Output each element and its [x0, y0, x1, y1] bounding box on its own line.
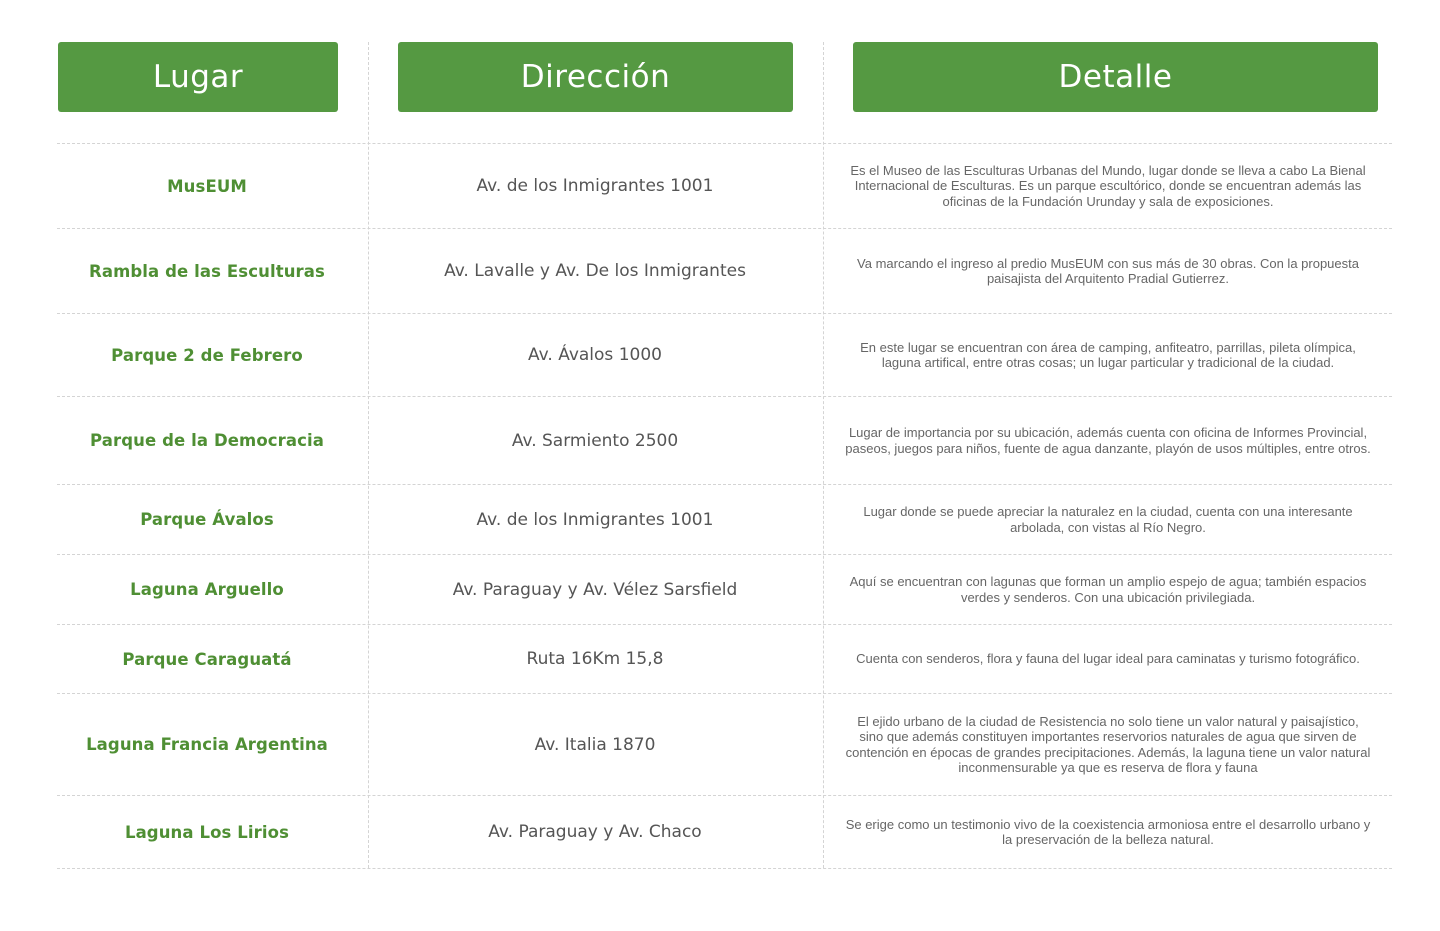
- cell-detalle: Lugar donde se puede apreciar la naturalez en la ciudad, cuenta con una interesante arbolada, con vistas al Río Negro.: [863, 504, 1353, 535]
- cell-detalle: Aquí se encuentran con lagunas que forman un amplio espejo de agua; también espacios verdes y senderos. Con una ubicación privilegiada.: [849, 574, 1367, 605]
- cell-detalle: El ejido urbano de la ciudad de Resistencia no solo tiene un valor natural y paisajístico, sino que además constituyen importantes reservorios naturales de agua que sirven de contención en épocas de grandes precipitaciones. Además, la laguna tiene un valor natural inconmensurable ya que es reserva de flora y fauna: [845, 713, 1371, 775]
- cell-direccion: Av. Italia 1870: [534, 734, 656, 755]
- cell-detalle: En este lugar se encuentran con área de camping, anfiteatro, parrillas, pileta olímpica, laguna artifical, entre otras cosas; un lugar particular y tradicional de la ciudad.: [860, 339, 1356, 370]
- cell-direccion: Av. Sarmiento 2500: [511, 430, 679, 451]
- cell-lugar: Parque de la Democracia: [89, 431, 325, 450]
- cell-direccion: Av. Ávalos 1000: [528, 345, 662, 365]
- cell-detalle: Es el Museo de las Esculturas Urbanas del Mundo, lugar donde se lleva a cabo La Bienal Internacional de Esculturas. Es un parque escultórico, donde se encuentran además las oficinas de la Fundación Urunday y sala de exposiciones.: [850, 162, 1366, 209]
- cell-lugar: Parque Caraguatá: [122, 649, 292, 669]
- table-row: [57, 144, 1392, 228]
- table-row: [57, 314, 1392, 396]
- cell-lugar: Laguna Los Lirios: [124, 822, 290, 842]
- table-row: [57, 397, 1392, 484]
- table-row: [57, 796, 1392, 868]
- cell-direccion: Av. Paraguay y Av. Vélez Sarsfield: [452, 579, 738, 600]
- cell-direccion: Av. Lavalle y Av. De los Inmigrantes: [444, 261, 746, 281]
- cell-direccion: Av. Paraguay y Av. Chaco: [488, 822, 702, 842]
- header-direccion: Dirección: [398, 42, 793, 112]
- table-row: [57, 229, 1392, 313]
- cell-direccion: Av. de los Inmigrantes 1001: [476, 176, 714, 196]
- table-row: [57, 555, 1392, 624]
- cell-detalle: Lugar de importancia por su ubicación, además cuenta con oficina de Informes Provincial, paseos, juegos para niños, fuente de agua danzante, playón de usos múltiples, entre otros.: [845, 425, 1371, 456]
- cell-lugar: Rambla de las Esculturas: [89, 261, 325, 281]
- cell-detalle: Cuenta con senderos, flora y fauna del lugar ideal para caminatas y turismo fotográfico.: [856, 651, 1360, 667]
- cell-lugar: Parque Ávalos: [140, 510, 274, 529]
- cell-lugar: MusEUM: [167, 176, 247, 196]
- cell-direccion: Ruta 16Km 15,8: [526, 649, 664, 669]
- cell-lugar: Parque 2 de Febrero: [111, 345, 303, 365]
- row-divider: [57, 868, 1392, 869]
- header-detalle: Detalle: [853, 42, 1378, 112]
- cell-lugar: Laguna Francia Argentina: [86, 735, 328, 754]
- cell-direccion: Av. de los Inmigrantes 1001: [476, 509, 714, 530]
- table-row: [57, 625, 1392, 693]
- header-lugar: Lugar: [58, 42, 338, 112]
- cell-lugar: Laguna Arguello: [130, 580, 284, 599]
- cell-detalle: Va marcando el ingreso al predio MusEUM con sus más de 30 obras. Con la propuesta paisajista del Arquitento Pradial Gutierrez.: [857, 255, 1359, 286]
- table-row: [57, 694, 1392, 795]
- table-row: [57, 485, 1392, 554]
- cell-detalle: Se erige como un testimonio vivo de la coexistencia armoniosa entre el desarrollo urbano y la preservación de la belleza natural.: [845, 816, 1371, 847]
